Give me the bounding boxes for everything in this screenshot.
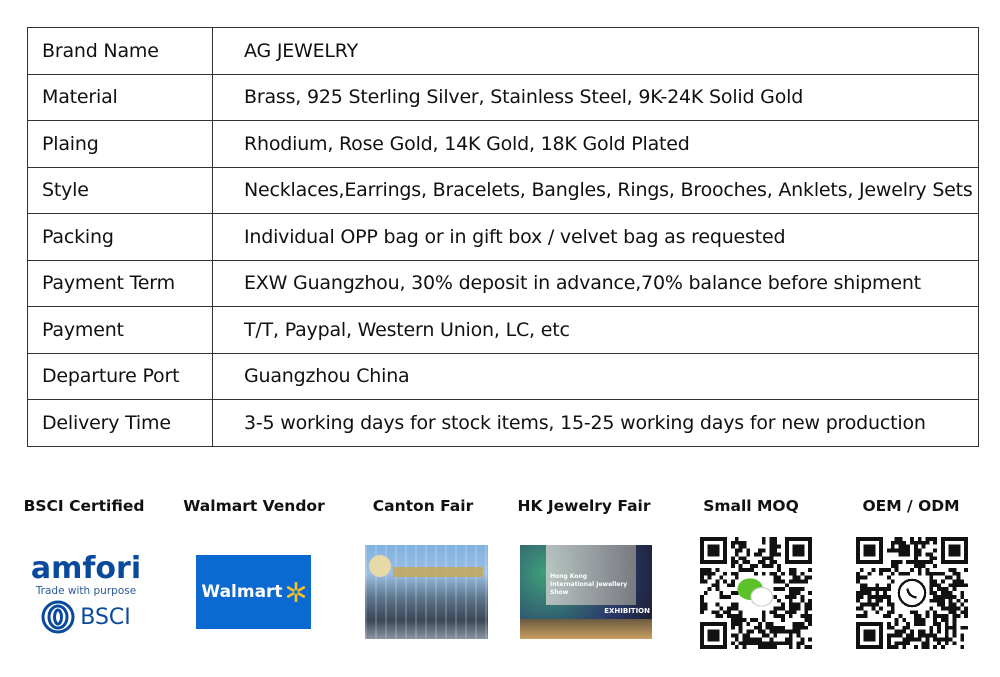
badge-label: BSCI Certified: [23, 497, 145, 515]
table-row: [28, 167, 979, 214]
spec-key: Payment: [28, 307, 213, 354]
spec-key: Packing: [28, 214, 213, 261]
spec-key: Payment Term: [28, 260, 213, 307]
table-row: [28, 400, 979, 447]
spec-value: T/T, Paypal, Western Union, LC, etc: [213, 307, 979, 354]
spec-value: Necklaces,Earrings, Bracelets, Bangles, Rings, Brooches, Anklets, Jewelry Sets: [213, 167, 979, 214]
table-row: [28, 28, 979, 75]
spec-value: Rhodium, Rose Gold, 14K Gold, 18K Gold Plated: [213, 121, 979, 168]
hk-jewelry-fair-photo: Hong Kong International Jewellery Show EXHIBITION: [520, 545, 652, 639]
spec-value: Individual OPP bag or in gift box / velvet bag as requested: [213, 214, 979, 261]
spec-value: EXW Guangzhou, 30% deposit in advance,70% balance before shipment: [213, 260, 979, 307]
walmart-logo: Walmart: [196, 555, 311, 629]
wechat-qr-code[interactable]: [700, 537, 812, 649]
amfori-bsci-logo: amfori Trade with purpose BSCI: [30, 553, 142, 639]
spec-value: 3-5 working days for stock items, 15-25 working days for new production: [213, 400, 979, 447]
spec-value: AG JEWELRY: [213, 28, 979, 75]
badge-label: Small MOQ: [703, 497, 799, 515]
spec-key: Departure Port: [28, 353, 213, 400]
spec-key: Delivery Time: [28, 400, 213, 447]
whatsapp-qr-code[interactable]: [856, 537, 968, 649]
badge-label: Canton Fair: [372, 497, 474, 515]
table-row: [28, 74, 979, 121]
walmart-spark-icon: [286, 582, 306, 602]
spec-value: Guangzhou China: [213, 353, 979, 400]
spec-key: Plaing: [28, 121, 213, 168]
spec-key: Material: [28, 74, 213, 121]
badge-label: OEM / ODM: [862, 497, 960, 515]
spec-key: Brand Name: [28, 28, 213, 75]
badge-label: Walmart Vendor: [183, 497, 325, 515]
badge-label: HK Jewelry Fair: [517, 497, 651, 515]
spec-table: [27, 27, 979, 447]
table-row: [28, 353, 979, 400]
canton-fair-photo: [365, 545, 488, 639]
table-row: [28, 121, 979, 168]
spec-key: Style: [28, 167, 213, 214]
table-row: [28, 214, 979, 261]
bsci-ring-icon: [41, 600, 75, 634]
table-row: [28, 307, 979, 354]
spec-value: Brass, 925 Sterling Silver, Stainless Steel, 9K-24K Solid Gold: [213, 74, 979, 121]
table-row: [28, 260, 979, 307]
